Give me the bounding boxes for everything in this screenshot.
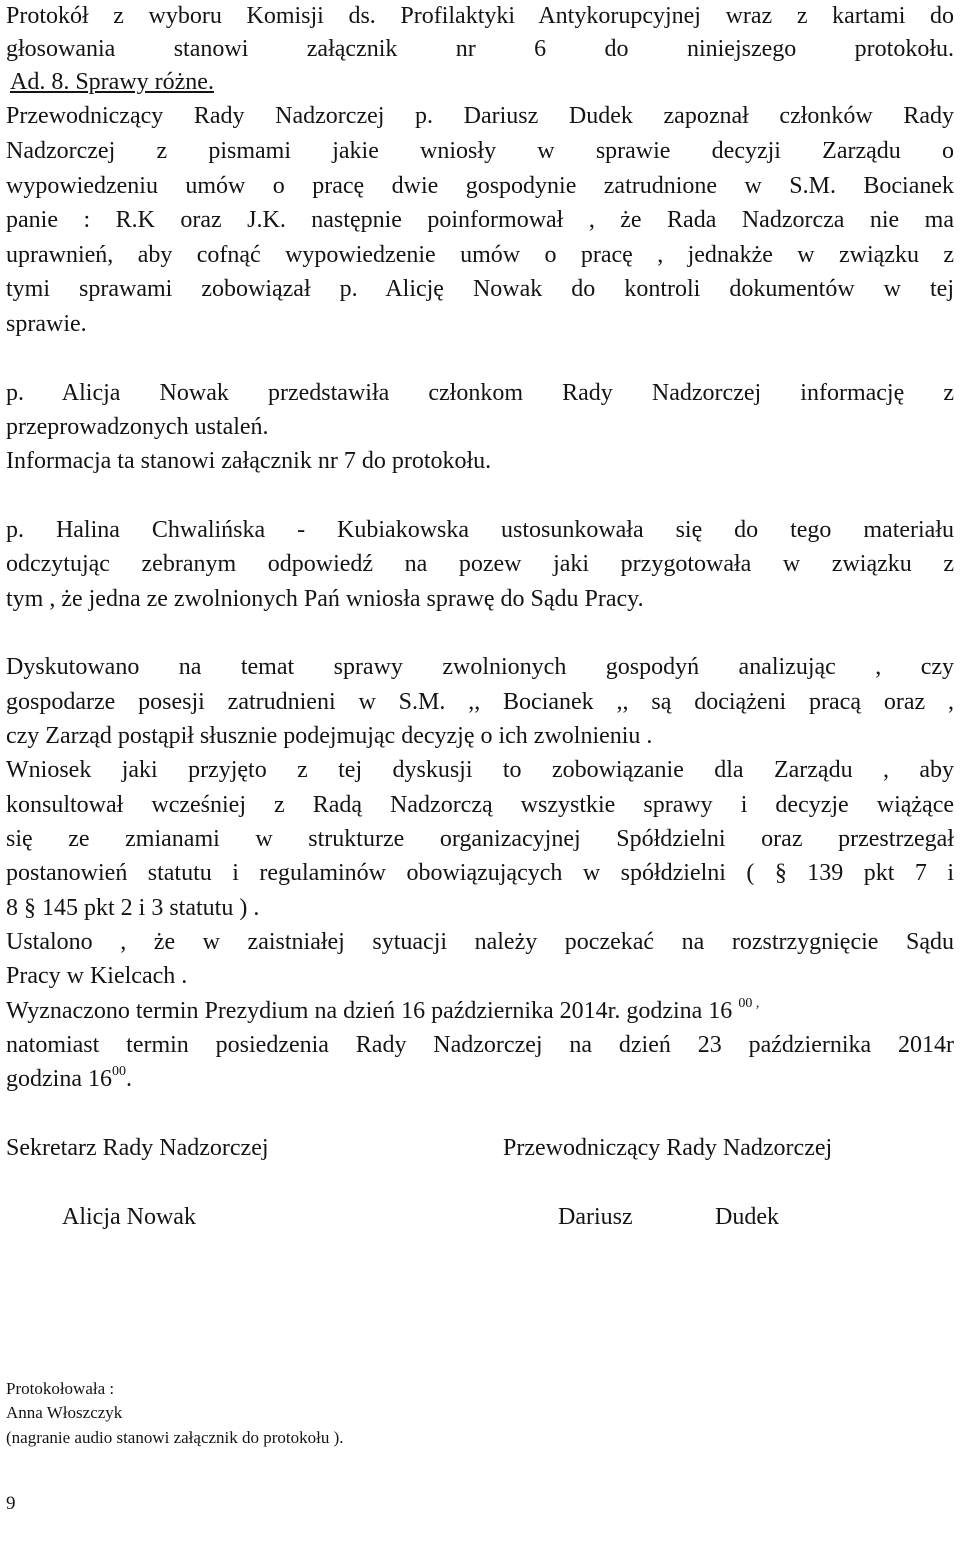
text-line: Protokół z wyboru Komisji ds. Profilaktyki Antykorupcyjnej wraz z kartami do <box>6 3 954 29</box>
text-line: Dyskutowano na temat sprawy zwolnionych gospodyń analizując , czy <box>6 654 954 680</box>
text-line: głosowania stanowi załącznik nr 6 do niniejszego protokołu. <box>6 36 954 62</box>
secretary-role: Sekretarz Rady Nadzorczej <box>6 1135 269 1161</box>
text-line: Informacja ta stanowi załącznik nr 7 do protokołu. <box>6 448 492 474</box>
text-line: Wyznaczono termin Prezydium na dzień 16 października 2014r. godzina 16 <box>6 998 733 1024</box>
text-line: p. Alicja Nowak przedstawiła członkom Rady Nadzorczej informację z <box>6 380 954 406</box>
text-line: odczytując zebranym odpowiedź na pozew jaki przygotowała w związku z <box>6 551 954 577</box>
section-heading: Ad. 8. Sprawy różne. <box>10 69 214 95</box>
text-line: p. Halina Chwalińska - Kubiakowska ustosunkowała się do tego materiału <box>6 517 954 543</box>
text-line: Ustalono , że w zaistniałej sytuacji należy poczekać na rozstrzygnięcie Sądu <box>6 929 954 955</box>
text-line: się ze zmianami w strukturze organizacyjnej Spółdzielni oraz przestrzegał <box>6 826 954 852</box>
chairman-first-name: Dariusz <box>558 1204 633 1230</box>
text-line: panie : R.K oraz J.K. następnie poinformował , że Rada Nadzorcza nie ma <box>6 207 954 233</box>
time-superscript: 00 , <box>738 996 760 1011</box>
text-line: gospodarze posesji zatrudnieni w S.M. ,, Bocianek ,, są dociążeni pracą oraz , <box>6 689 954 715</box>
secretary-name: Alicja Nowak <box>62 1204 196 1230</box>
text-line: wypowiedzeniu umów o pracę dwie gospodynie zatrudnione w S.M. Bocianek <box>6 173 954 199</box>
text-line: Przewodniczący Rady Nadzorczej p. Dariusz Dudek zapoznał członków Rady <box>6 103 954 129</box>
minutes-taker-name: Anna Włoszczyk <box>6 1403 123 1422</box>
text-line: tym , że jedna ze zwolnionych Pań wniosła sprawę do Sądu Pracy. <box>6 586 644 612</box>
page-number: 9 <box>6 1493 16 1514</box>
audio-note: (nagranie audio stanowi załącznik do protokołu ). <box>6 1428 344 1447</box>
text-line: uprawnień, aby cofnąć wypowiedzenie umów o pracę , jednakże w związku z <box>6 242 954 268</box>
text-line-with-time <box>6 996 759 1030</box>
sentence-period: . <box>125 1066 132 1092</box>
text-line: przeprowadzonych ustaleń. <box>6 414 269 440</box>
minutes-taker-label: Protokołowała : <box>6 1379 115 1398</box>
text-line: Pracy w Kielcach . <box>6 963 188 989</box>
text-line: Nadzorczej z pismami jakie wniosły w sprawie decyzji Zarządu o <box>6 138 954 164</box>
text-line: konsultował wcześniej z Radą Nadzorczą wszystkie sprawy i decyzje wiążące <box>6 792 954 818</box>
text-line-with-time <box>6 1064 132 1098</box>
text-line: sprawie. <box>6 311 87 337</box>
text-line: Wniosek jaki przyjęto z tej dyskusji to zobowiązanie dla Zarządu , aby <box>6 757 954 783</box>
text-line: tymi sprawami zobowiązał p. Alicję Nowak do kontroli dokumentów w tej <box>6 276 954 302</box>
text-line: 8 § 145 pkt 2 i 3 statutu ) . <box>6 895 260 921</box>
chairman-role: Przewodniczący Rady Nadzorczej <box>503 1135 833 1161</box>
time-superscript: 00 <box>111 1064 126 1079</box>
text-line: natomiast termin posiedzenia Rady Nadzorczej na dzień 23 października 2014r <box>6 1032 954 1058</box>
text-line: czy Zarząd postąpił słusznie podejmując decyzję o ich zwolnieniu . <box>6 723 653 749</box>
text-line: godzina 16 <box>6 1066 112 1092</box>
chairman-last-name: Dudek <box>715 1204 779 1230</box>
text-line: postanowień statutu i regulaminów obowiązujących w spółdzielni ( § 139 pkt 7 i <box>6 860 954 886</box>
